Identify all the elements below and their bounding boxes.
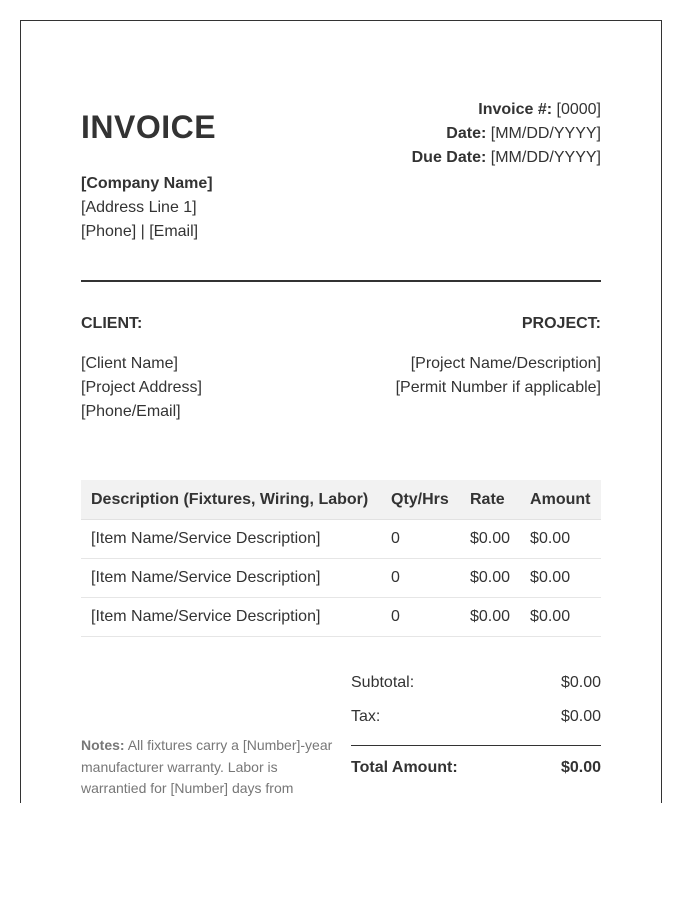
- invoice-date-value: [MM/DD/YYYY]: [490, 125, 601, 142]
- item-description: [Item Name/Service Description]: [81, 598, 381, 637]
- line-items-table: [81, 480, 601, 637]
- item-rate: $0.00: [460, 520, 520, 559]
- total-label: Total Amount:: [351, 759, 458, 776]
- table-row: [81, 559, 601, 598]
- project-name: [Project Name/Description]: [410, 355, 601, 372]
- client-heading: CLIENT:: [81, 315, 143, 332]
- client-name: [Client Name]: [81, 355, 178, 372]
- invoice-page: [20, 20, 662, 803]
- project-heading: PROJECT:: [521, 315, 601, 332]
- column-header-amount: Amount: [520, 480, 601, 520]
- item-amount: $0.00: [520, 520, 601, 559]
- total-row: [351, 745, 601, 790]
- item-description: [Item Name/Service Description]: [81, 559, 381, 598]
- header-divider: [81, 280, 601, 282]
- totals-block: [351, 671, 601, 790]
- subtotal-value: $0.00: [560, 674, 601, 691]
- item-qty: 0: [381, 598, 460, 637]
- tax-value: $0.00: [560, 708, 601, 725]
- invoice-due-date-value: [MM/DD/YYYY]: [490, 149, 601, 166]
- client-contact: [Phone/Email]: [81, 403, 181, 420]
- invoice-meta: [412, 98, 601, 170]
- table-row: [81, 598, 601, 637]
- item-description: [Item Name/Service Description]: [81, 520, 381, 559]
- subtotal-label: Subtotal:: [351, 674, 415, 691]
- project-permit: [Permit Number if applicable]: [395, 379, 601, 396]
- item-rate: $0.00: [460, 598, 520, 637]
- invoice-title: INVOICE: [81, 109, 217, 145]
- company-name: [Company Name]: [81, 175, 213, 192]
- client-block: [81, 312, 202, 424]
- table-header-row: [81, 480, 601, 520]
- tax-label: Tax:: [351, 708, 381, 725]
- project-block: [396, 312, 601, 400]
- invoice-number-label: Invoice #:: [478, 101, 553, 118]
- item-amount: $0.00: [520, 559, 601, 598]
- notes-label: Notes:: [81, 737, 125, 753]
- item-qty: 0: [381, 559, 460, 598]
- company-address: [Address Line 1]: [81, 199, 197, 216]
- item-amount: $0.00: [520, 598, 601, 637]
- invoice-date-label: Date:: [446, 125, 487, 142]
- invoice-date-row: [412, 122, 601, 146]
- company-contact: [Phone] | [Email]: [81, 223, 199, 240]
- notes-block: [81, 735, 343, 800]
- notes-text: All fixtures carry a [Number]-year manufacturer warranty. Labor is warrantied for [Number] days from: [81, 737, 333, 796]
- invoice-due-date-row: [412, 146, 601, 170]
- item-qty: 0: [381, 520, 460, 559]
- company-block: [81, 172, 213, 244]
- table-row: [81, 520, 601, 559]
- column-header-rate: Rate: [460, 480, 520, 520]
- invoice-number-row: [412, 98, 601, 122]
- client-address: [Project Address]: [81, 379, 202, 396]
- subtotal-row: [351, 671, 601, 705]
- tax-row: [351, 705, 601, 739]
- column-header-qty: Qty/Hrs: [381, 480, 460, 520]
- item-rate: $0.00: [460, 559, 520, 598]
- invoice-due-date-label: Due Date:: [411, 149, 487, 166]
- column-header-description: Description (Fixtures, Wiring, Labor): [81, 480, 381, 520]
- total-value: $0.00: [560, 759, 601, 776]
- invoice-number-value: [0000]: [556, 101, 601, 118]
